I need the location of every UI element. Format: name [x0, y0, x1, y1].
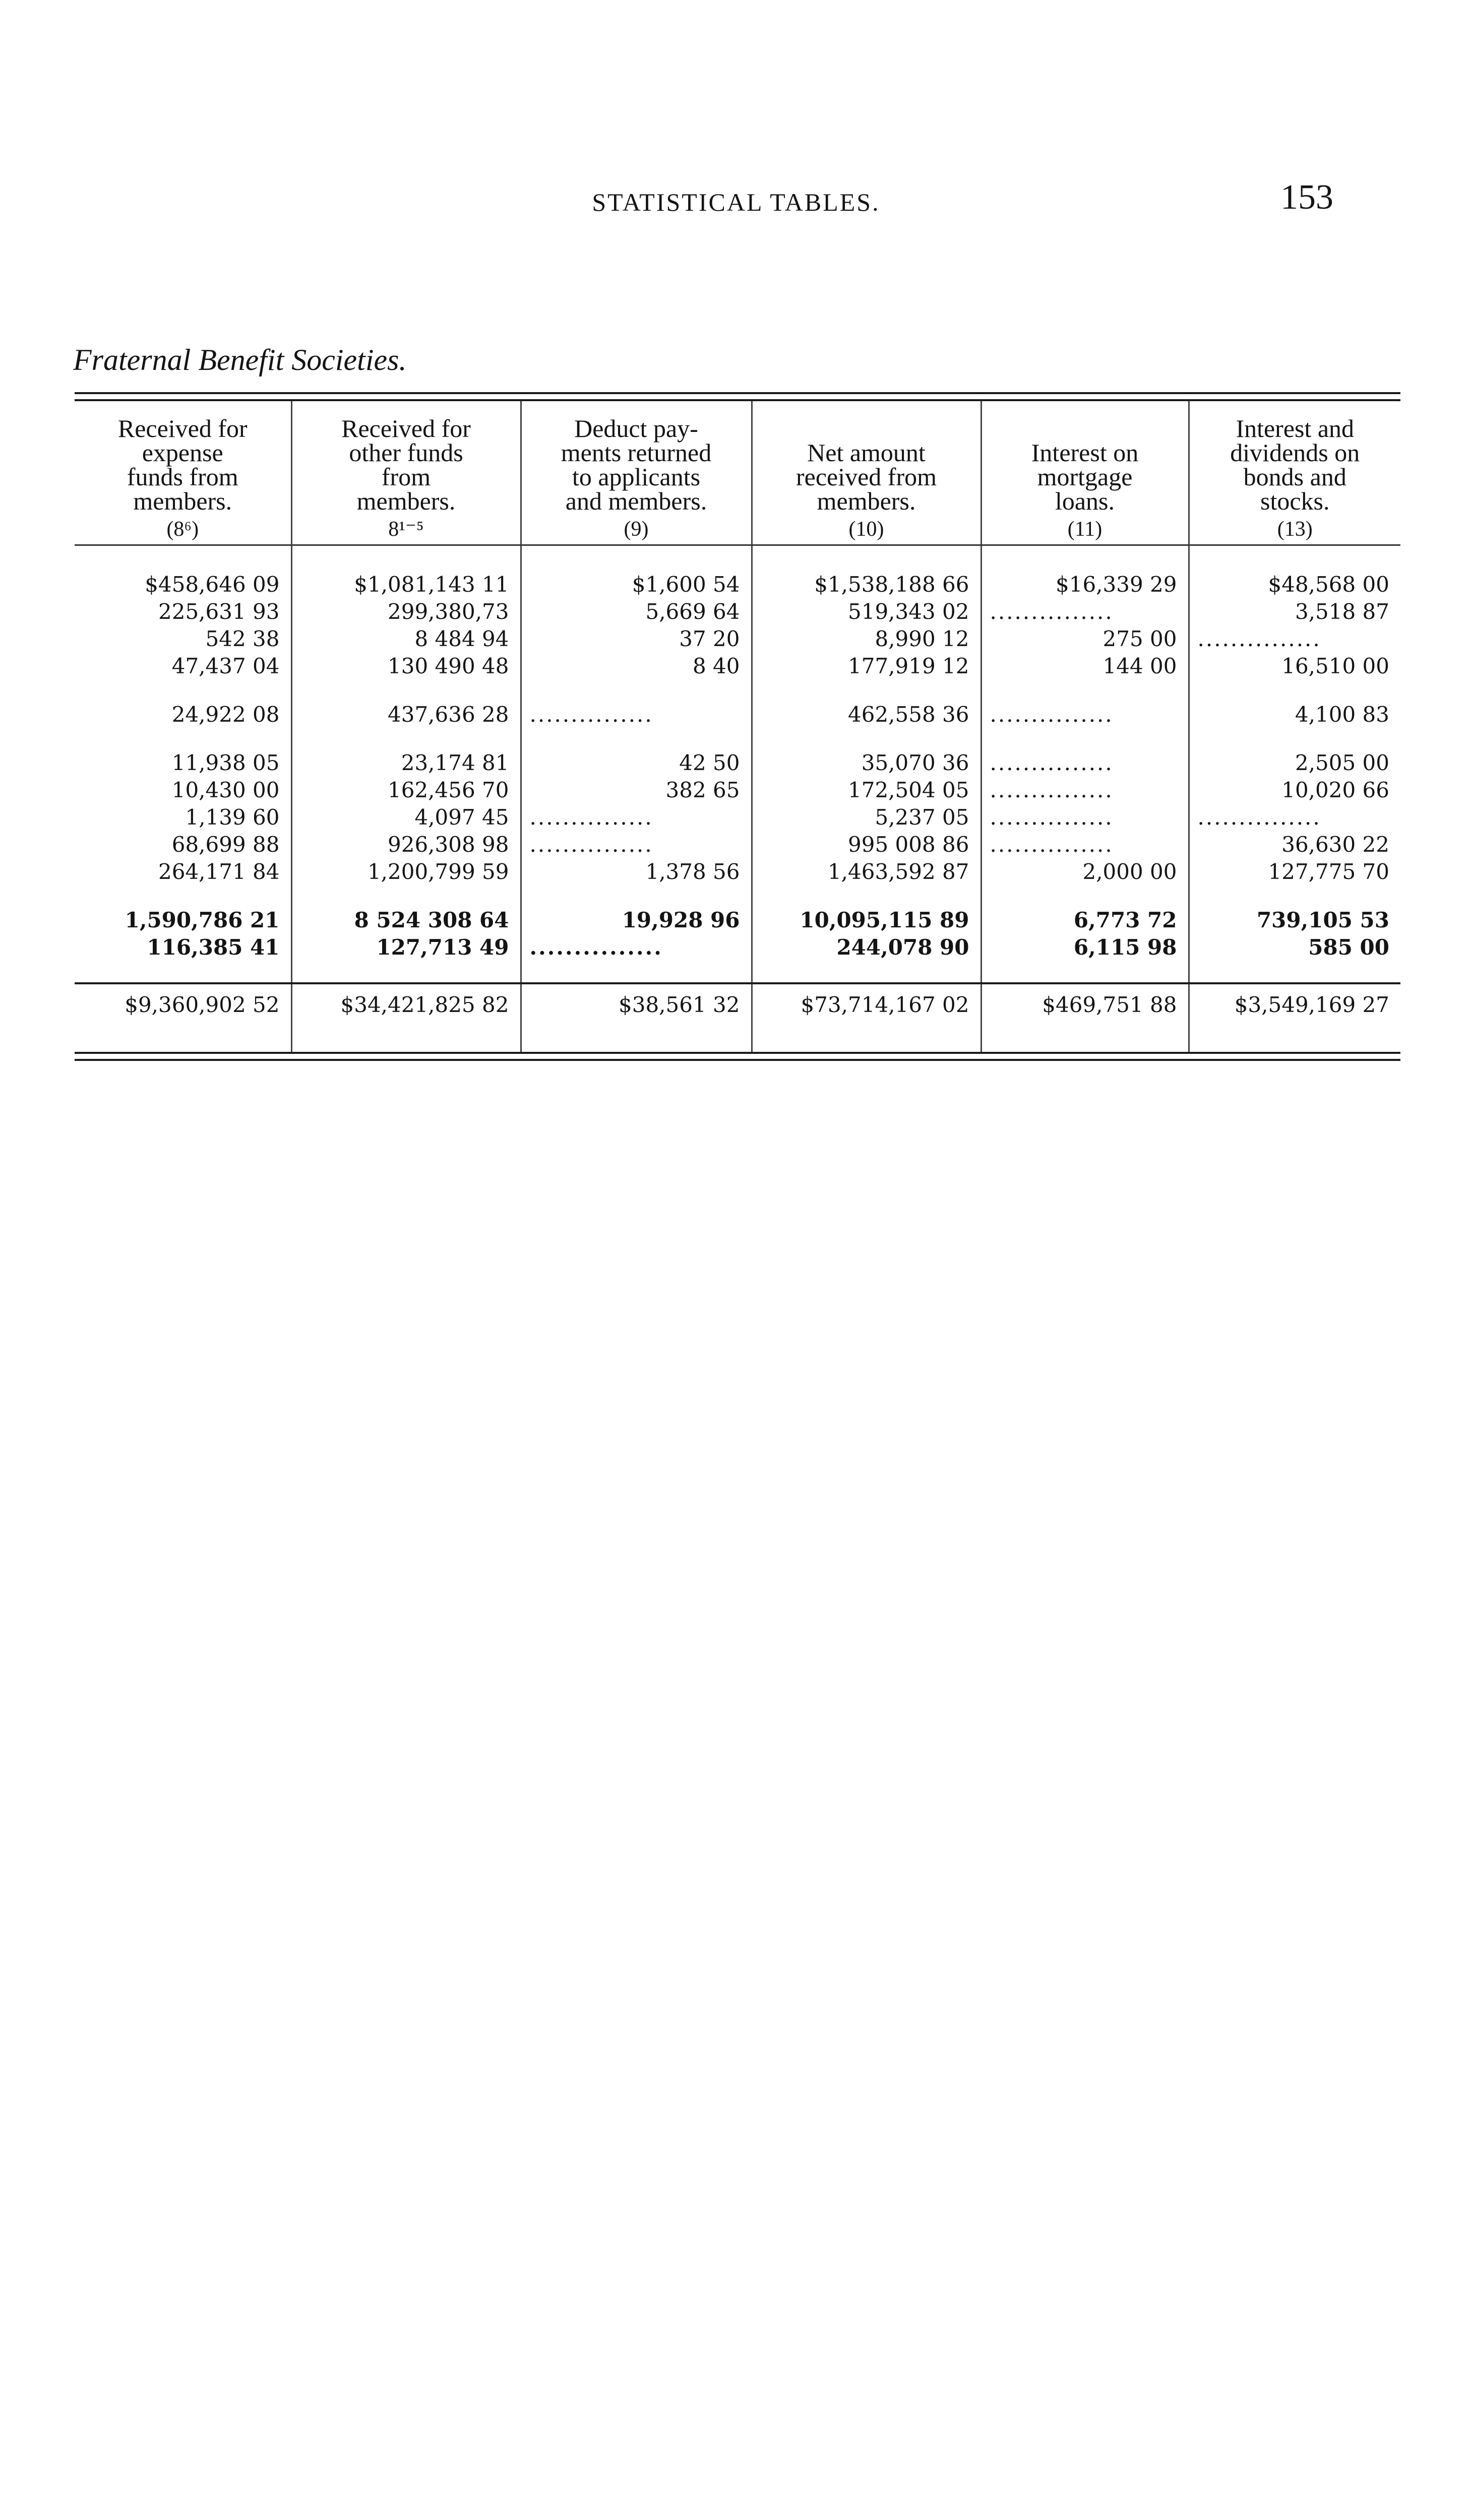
table-cell: ............... — [981, 777, 1189, 804]
table-cell: 6,773 72 — [981, 907, 1189, 934]
column-header-line: bonds and — [1243, 463, 1346, 491]
spacer-row — [75, 961, 1400, 983]
table-cell: ............... — [1189, 625, 1400, 653]
column-header-line: Net amount — [807, 438, 926, 467]
spacer-cell — [752, 1023, 981, 1052]
table-row — [75, 831, 1400, 858]
table-cell: 2,000 00 — [981, 858, 1189, 886]
page-number: 153 — [1280, 178, 1333, 217]
column-header-line: other funds — [349, 438, 463, 467]
table-cell: 1,463,592 87 — [752, 858, 981, 886]
top-double-rule — [75, 392, 1400, 401]
table-cell: 177,919 12 — [752, 653, 981, 680]
table-cell: 6,115 98 — [981, 934, 1189, 961]
column-header-line: Interest and — [1236, 414, 1355, 443]
spacer-row — [75, 1023, 1400, 1052]
table-cell: 1,590,786 21 — [125, 908, 280, 932]
spacer-cell — [752, 961, 981, 983]
table-cell: 5,669 64 — [521, 598, 752, 625]
spacer-cell — [1189, 1023, 1400, 1052]
table-cell: 130 490 48 — [291, 653, 521, 680]
column-header — [75, 401, 291, 545]
column-header-line: members. — [817, 487, 916, 515]
table-row — [75, 571, 1400, 598]
column-number: (11) — [1067, 518, 1102, 541]
table-cell: $16,339 29 — [981, 571, 1189, 598]
column-header-line: members. — [356, 487, 456, 515]
spacer-cell — [521, 1023, 752, 1052]
table-cell: 8,990 12 — [752, 625, 981, 653]
column-header-line: expense — [142, 438, 223, 467]
spacer-cell — [75, 1023, 291, 1052]
table-cell: 1,200,799 59 — [291, 858, 521, 886]
column-header-line: Interest on — [1031, 438, 1139, 467]
spacer-cell — [521, 680, 752, 701]
table-cell: 16,510 00 — [1189, 653, 1400, 680]
table-cell: 19,928 96 — [521, 907, 752, 934]
column-number: (8⁶) — [166, 518, 199, 541]
table-cell: 127,775 70 — [1189, 858, 1400, 886]
table-cell: 4,097 45 — [291, 804, 521, 831]
table-cell: 585 00 — [1189, 934, 1400, 961]
table-cell: 10,095,115 89 — [752, 907, 981, 934]
table-cell: 1,139 60 — [185, 805, 280, 830]
column-number: (13) — [1277, 518, 1313, 541]
spacer-cell — [291, 961, 521, 983]
spacer-cell — [291, 680, 521, 701]
table-cell: 739,105 53 — [1189, 907, 1400, 934]
table-cell: ............... — [521, 701, 752, 728]
column-header — [291, 401, 521, 545]
column-number: (10) — [848, 518, 884, 541]
spacer-cell — [521, 728, 752, 749]
column-number: 8¹⁻⁵ — [388, 518, 424, 541]
bottom-double-rule — [75, 1052, 1400, 1061]
table-cell: 47,437 04 — [171, 654, 280, 678]
table-cell: $38,561 32 — [521, 983, 752, 1023]
table-cell: $469,751 88 — [981, 983, 1189, 1023]
table-cell: $458,646 09 — [145, 572, 280, 597]
table-cell: $73,714,167 02 — [752, 983, 981, 1023]
spacer-cell — [981, 886, 1189, 907]
table-cell: $9,360,902 52 — [75, 983, 291, 1023]
column-header-line: mortgage — [1037, 463, 1133, 491]
table-cell: ............... — [981, 749, 1189, 777]
spacer-cell — [1189, 886, 1400, 907]
table-cell: 8 524 308 64 — [291, 907, 521, 934]
table-cell: 264,171 84 — [158, 859, 280, 884]
running-head: STATISTICAL TABLES. — [592, 188, 880, 216]
spacer-cell — [981, 961, 1189, 983]
column-header-line: from — [381, 463, 431, 491]
column-number: (9) — [624, 518, 649, 541]
table-cell: ............... — [981, 598, 1189, 625]
table-cell: 2,505 00 — [1189, 749, 1400, 777]
spacer-cell — [752, 886, 981, 907]
column-header-line: members. — [133, 487, 232, 515]
column-header-line: ments returned — [561, 438, 712, 467]
totals-row — [75, 983, 1400, 1023]
column-header-line: funds from — [127, 463, 238, 491]
table-cell: 4,100 83 — [1189, 701, 1400, 728]
table-cell: 995 008 86 — [752, 831, 981, 858]
spacer-cell — [75, 680, 291, 701]
spacer-cell — [75, 545, 291, 572]
column-header — [752, 401, 981, 545]
statistical-table — [75, 392, 1400, 1061]
spacer-cell — [291, 1023, 521, 1052]
table-cell: 42 50 — [521, 749, 752, 777]
table-cell: 437,636 28 — [291, 701, 521, 728]
column-header — [981, 401, 1189, 545]
spacer-cell — [981, 545, 1189, 572]
spacer-row — [75, 545, 1400, 572]
column-header-line: and members. — [565, 487, 707, 515]
spacer-cell — [1189, 961, 1400, 983]
table-caption: Fraternal Benefit Societies. — [73, 343, 407, 376]
table-cell: 1,378 56 — [521, 858, 752, 886]
table-cell: 24,922 08 — [171, 702, 280, 727]
table-row — [75, 934, 1400, 961]
column-header-line: Received for — [117, 414, 248, 443]
table-cell: 542 38 — [205, 626, 280, 651]
column-header-line: loans. — [1055, 487, 1115, 515]
spacer-cell — [291, 728, 521, 749]
spacer-cell — [981, 680, 1189, 701]
column-header-line: received from — [795, 463, 937, 491]
table-cell: 172,504 05 — [752, 777, 981, 804]
spacer-cell — [75, 961, 291, 983]
spacer-cell — [752, 728, 981, 749]
table-cell: 3,518 87 — [1189, 598, 1400, 625]
table-cell: ............... — [521, 831, 752, 858]
spacer-cell — [291, 886, 521, 907]
spacer-cell — [752, 680, 981, 701]
table-row — [75, 749, 1400, 777]
data-table — [75, 401, 1400, 1052]
spacer-cell — [752, 545, 981, 572]
spacer-cell — [981, 728, 1189, 749]
table-cell: 926,308 98 — [291, 831, 521, 858]
table-cell: 35,070 36 — [752, 749, 981, 777]
table-cell: 116,385 41 — [147, 935, 280, 960]
spacer-cell — [1189, 545, 1400, 572]
table-cell: $34,421,825 82 — [291, 983, 521, 1023]
table-cell: $1,081,143 11 — [291, 571, 521, 598]
table-cell: 299,380,73 — [291, 598, 521, 625]
column-header-line: Deduct pay- — [574, 414, 698, 443]
column-header-row — [75, 401, 1400, 545]
table-row — [75, 701, 1400, 728]
table-cell: 11,938 05 — [171, 750, 280, 775]
column-header-line: Received for — [341, 414, 471, 443]
table-row — [75, 653, 1400, 680]
column-header-line: stocks. — [1260, 487, 1330, 515]
spacer-row — [75, 886, 1400, 907]
table-cell: 127,713 49 — [291, 934, 521, 961]
table-cell: 162,456 70 — [291, 777, 521, 804]
table-cell: ............... — [981, 831, 1189, 858]
table-cell: 144 00 — [981, 653, 1189, 680]
table-row — [75, 625, 1400, 653]
column-header — [521, 401, 752, 545]
table-cell: 244,078 90 — [752, 934, 981, 961]
column-header-line: to applicants — [572, 463, 701, 491]
spacer-row — [75, 728, 1400, 749]
table-cell: 8 484 94 — [291, 625, 521, 653]
table-cell: 23,174 81 — [291, 749, 521, 777]
spacer-cell — [521, 886, 752, 907]
table-body — [75, 545, 1400, 1052]
column-header-line: dividends on — [1230, 438, 1360, 467]
spacer-cell — [1189, 728, 1400, 749]
spacer-cell — [1189, 680, 1400, 701]
table-cell: 382 65 — [521, 777, 752, 804]
table-cell: 225,631 93 — [158, 599, 280, 624]
table-cell: ............... — [521, 934, 752, 961]
table-cell: 5,237 05 — [752, 804, 981, 831]
table-cell: 10,020 66 — [1189, 777, 1400, 804]
table-cell: 275 00 — [981, 625, 1189, 653]
table-cell: $1,600 54 — [521, 571, 752, 598]
table-cell: 10,430 00 — [171, 778, 280, 802]
table-cell: ............... — [1189, 804, 1400, 831]
table-row — [75, 777, 1400, 804]
table-cell: $1,538,188 66 — [752, 571, 981, 598]
table-cell: 37 20 — [521, 625, 752, 653]
column-header — [1189, 401, 1400, 545]
table-row — [75, 598, 1400, 625]
spacer-cell — [291, 545, 521, 572]
table-cell: 8 40 — [521, 653, 752, 680]
table-cell: 68,699 88 — [171, 832, 280, 857]
table-cell: $3,549,169 27 — [1189, 983, 1400, 1023]
table-cell: ............... — [521, 804, 752, 831]
spacer-cell — [521, 545, 752, 572]
table-cell: ............... — [981, 701, 1189, 728]
table-cell: 36,630 22 — [1189, 831, 1400, 858]
table-cell: $48,568 00 — [1189, 571, 1400, 598]
spacer-cell — [521, 961, 752, 983]
spacer-cell — [75, 886, 291, 907]
table-row — [75, 858, 1400, 886]
spacer-row — [75, 680, 1400, 701]
spacer-cell — [75, 728, 291, 749]
table-cell: 462,558 36 — [752, 701, 981, 728]
table-row — [75, 804, 1400, 831]
table-row — [75, 907, 1400, 934]
table-cell: 519,343 02 — [752, 598, 981, 625]
table-cell: ............... — [981, 804, 1189, 831]
spacer-cell — [981, 1023, 1189, 1052]
